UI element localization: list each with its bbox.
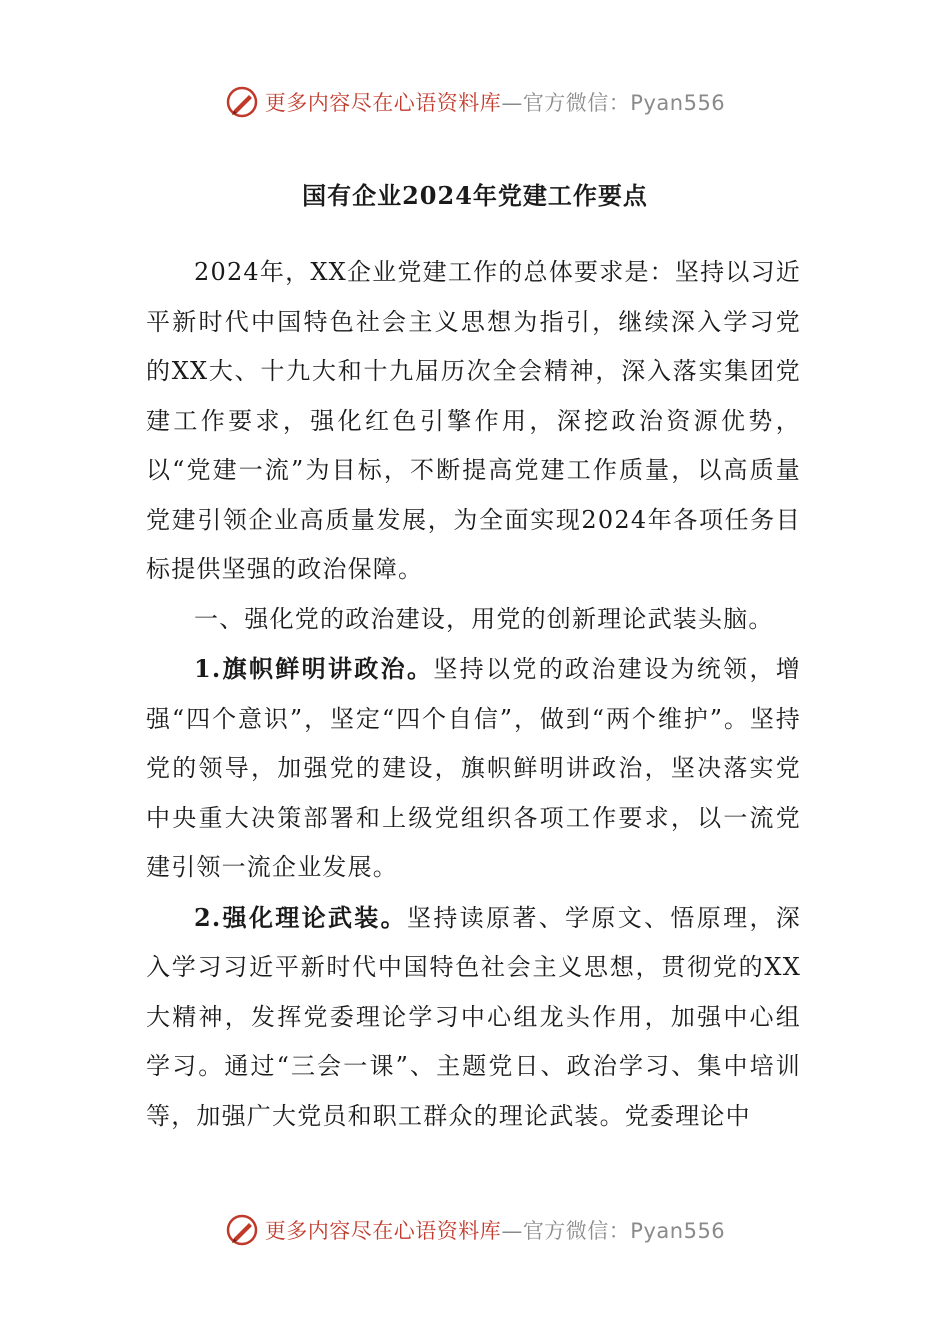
item-1-paragraph bbox=[146, 644, 801, 893]
watermark-banner-bottom bbox=[0, 1210, 950, 1250]
item-1-text: 坚持以党的政治建设为统领，增强“四个意识”，坚定“四个自信”，做到“两个维护”。坚持党的领导，加强党的建设，旗帜鲜明讲政治，坚决落实党中央重大决策部署和上级党组织各项工作要求，以一流党建引领一流企业发展。 bbox=[146, 655, 801, 881]
item-2-text: 坚持读原著、学原文、悟原理，深入学习习近平新时代中国特色社会主义思想，贯彻党的XX大精神，发挥党委理论学习中心组龙头作用，加强中心组学习。通过“三会一课”、主题党日、政治学习、集中培训等，加强广大党员和职工群众的理论武装。党委理论中 bbox=[146, 903, 801, 1130]
item-2-paragraph bbox=[146, 893, 801, 1142]
section-heading: 一、强化党的政治建设，用党的创新理论武装头脑。 bbox=[194, 604, 774, 633]
item-1-heading: 1.旗帜鲜明讲政治。 bbox=[194, 654, 434, 683]
pen-logo-icon bbox=[225, 85, 259, 119]
intro-paragraph: 2024年，XX企业党建工作的总体要求是：坚持以习近平新时代中国特色社会主义思想为指引，继续深入学习党的XX大、十九大和十九届历次全会精神，深入落实集团党建工作要求，强化红色引擎作用，深挖政治资源优势，以“党建一流”为目标，不断提高党建工作质量，以高质量党建引领企业高质量发展，为全面实现2024年各项任务目标提供坚强的政治保障。 bbox=[146, 258, 801, 583]
page-title: 国有企业2024年党建工作要点 bbox=[302, 181, 648, 210]
watermark-text: 更多内容尽在心语资料库—官方微信：Pyan556 bbox=[264, 91, 726, 115]
document-body bbox=[146, 248, 801, 1141]
item-2-heading: 2.强化理论武装。 bbox=[194, 902, 407, 932]
pen-logo-icon bbox=[225, 1213, 259, 1247]
watermark-banner-top bbox=[0, 82, 950, 122]
watermark-text: 更多内容尽在心语资料库—官方微信：Pyan556 bbox=[264, 1219, 726, 1243]
